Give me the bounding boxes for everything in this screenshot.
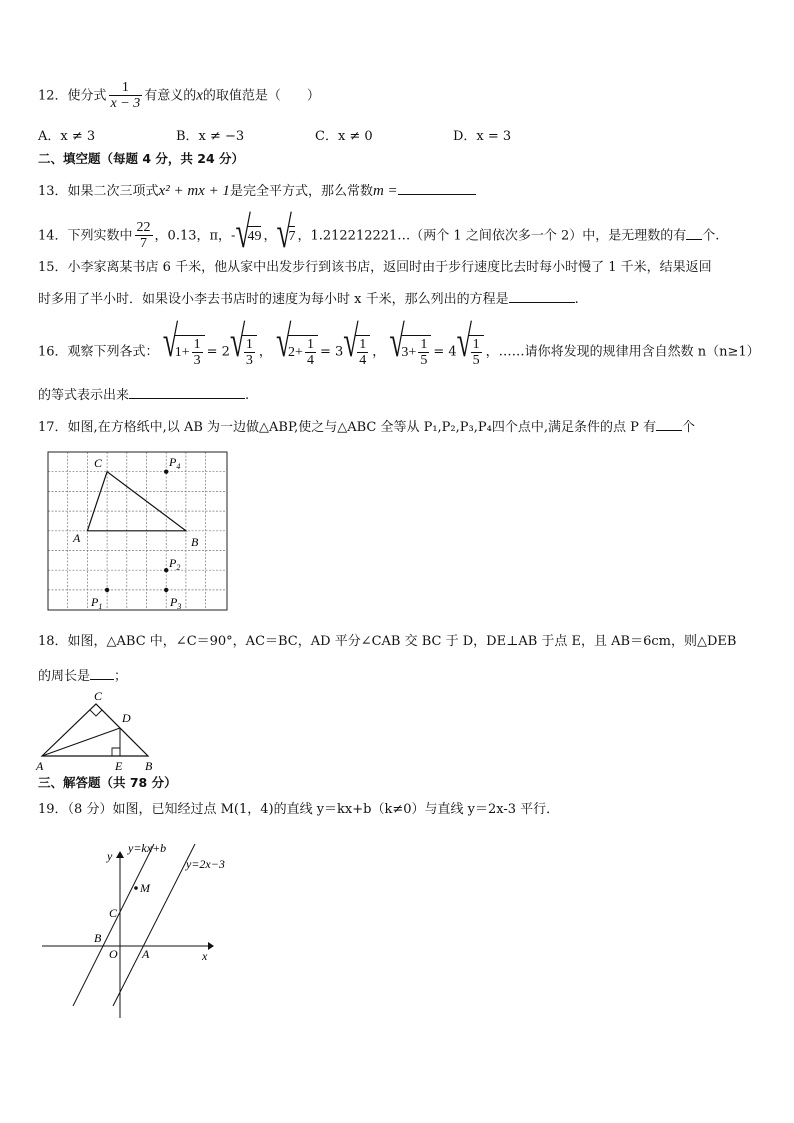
q18-answer-blank[interactable]	[90, 665, 114, 680]
q19-label-y: y	[107, 849, 113, 863]
q12-option-a: A．x ≠ 3	[38, 129, 96, 144]
q19-stem: 19．（8 分）如图，已知经过点 M(1，4)的直线 y＝kx+b（k≠0）与直线 y＝2x-3 平行．	[38, 802, 560, 817]
q17-label-p3: $P_3$	[170, 595, 182, 611]
q19-point-m	[134, 886, 138, 890]
q19-label-m: M	[140, 881, 150, 895]
q18-triangle	[42, 704, 148, 756]
q18-label-c: C	[94, 689, 103, 703]
q17-label-b: B	[191, 535, 199, 549]
q18-line2: 的周长是 ；	[38, 665, 127, 686]
q19-y-arrow	[116, 851, 124, 858]
q19-label-b: B	[94, 931, 102, 945]
q18-right-angle-e	[112, 748, 120, 756]
q13-stem: 13．如果二次三项式x² + mx + 1是完全平方式，那么常数m =	[38, 180, 476, 201]
q18-label-b: B	[145, 759, 153, 773]
q19-label-a: A	[142, 947, 150, 961]
q17-point-p3	[164, 588, 168, 592]
q12-option-d: D．x = 3	[453, 129, 512, 144]
q13-answer-blank[interactable]	[398, 180, 476, 195]
q17-label-a: A	[73, 531, 81, 545]
q18-line1: 18．如图，△ABC 中，∠C＝90°，AC＝BC，AD 平分∠CAB 交 BC 于 D，DE⊥AB 于点 E，且 AB＝6cm，则△DEB	[38, 634, 737, 649]
q17-label-c: C	[94, 456, 103, 470]
q16-answer-blank[interactable]	[129, 384, 245, 399]
q17-label-p4: $P_4$	[169, 455, 181, 471]
q17-answer-blank[interactable]	[656, 416, 682, 431]
q19-label-o: O	[109, 947, 118, 961]
q15-line1: 15．小李家离某书店 6 千米，他从家中出发步行到该书店，返回时由于步行速度比去时每小时慢了 1 千米，结果返回	[38, 260, 712, 275]
q14-stem: 14．下列实数中 $\frac{22}{7}$ ，0.13，π，-√ 49 ，√ 7 ，1.212212221…（两个 1 之间依次多一个 2）中，是无理数的有 个.	[38, 220, 719, 252]
q18-label-d: D	[122, 711, 131, 725]
q18-label-a: A	[36, 759, 44, 773]
q12-fraction: $\frac{1}{x - 3}$	[110, 80, 141, 111]
q17-point-p2	[164, 568, 168, 572]
section-fill-in-heading: 二、填空题（每题 4 分，共 24 分）	[38, 151, 245, 166]
q18-segment-ad	[42, 728, 120, 756]
q18-triangle-figure	[34, 688, 159, 776]
q16-stem: 16．观察下列各式： √ 1+ $\frac{1}{3}$ = 2 √ $\frac{1}{3}$ ， √ 2+ $\frac{1}{4}$ = 3 √ $\frac{1}{4}$ ， √ 3+ $\frac{1}{5}$ = 4 √ $\frac{1}{5}$ ，……请你将发现的规律用含自然数 n（n≥1）	[38, 335, 760, 369]
q17-grid-figure	[46, 450, 230, 612]
q17-stem: 17．如图,在方格纸中,以 AB 为一边做△ABP,使之与△ABC 全等从 P₁,P₂,P₃,P₄四个点中,满足条件的点 P 有 个	[38, 416, 695, 437]
q17-label-p2: $P_2$	[169, 556, 181, 572]
q19-line-kx-b	[73, 844, 154, 1006]
q19-graph-figure	[38, 836, 253, 1022]
q19-label-c: C	[109, 906, 118, 920]
q16-formula-2: √ 2+ $\frac{1}{4}$	[278, 335, 318, 369]
q15-answer-blank[interactable]	[509, 288, 575, 303]
q19-label-line1: y=kx+b	[128, 841, 167, 855]
q16-formula-3: √ 3+ $\frac{1}{5}$	[391, 335, 431, 369]
q12-stem: 12．使分式 $\frac{1}{x - 3}$ 有意义的x的取值范是（ ）	[38, 80, 320, 111]
q12-option-b: B．x ≠ −3	[176, 129, 245, 144]
q18-label-e: E	[115, 759, 123, 773]
q16-line2: 的等式表示出来 .	[38, 384, 249, 405]
q19-label-x: x	[202, 949, 208, 963]
q12-option-c: C．x ≠ 0	[315, 129, 373, 144]
q19-label-line2: y=2x−3	[186, 857, 225, 871]
q17-label-p1: $P_1$	[91, 595, 103, 611]
q18-right-angle-c	[90, 710, 102, 716]
q14-answer-blank[interactable]	[686, 225, 702, 240]
q19-line-2x-3	[113, 844, 195, 1006]
q17-triangle-abc	[87, 472, 185, 531]
q15-line2: 时多用了半小时．如果设小李去书店时的速度为每小时 x 千米，那么列出的方程是 .	[38, 288, 579, 309]
q17-point-p4	[164, 470, 168, 474]
q17-point-p1	[105, 588, 109, 592]
q19-x-arrow	[208, 942, 214, 950]
section-solutions-heading: 三、解答题（共 78 分）	[38, 775, 177, 790]
q16-formula-1: √ 1+ $\frac{1}{3}$	[165, 335, 205, 369]
